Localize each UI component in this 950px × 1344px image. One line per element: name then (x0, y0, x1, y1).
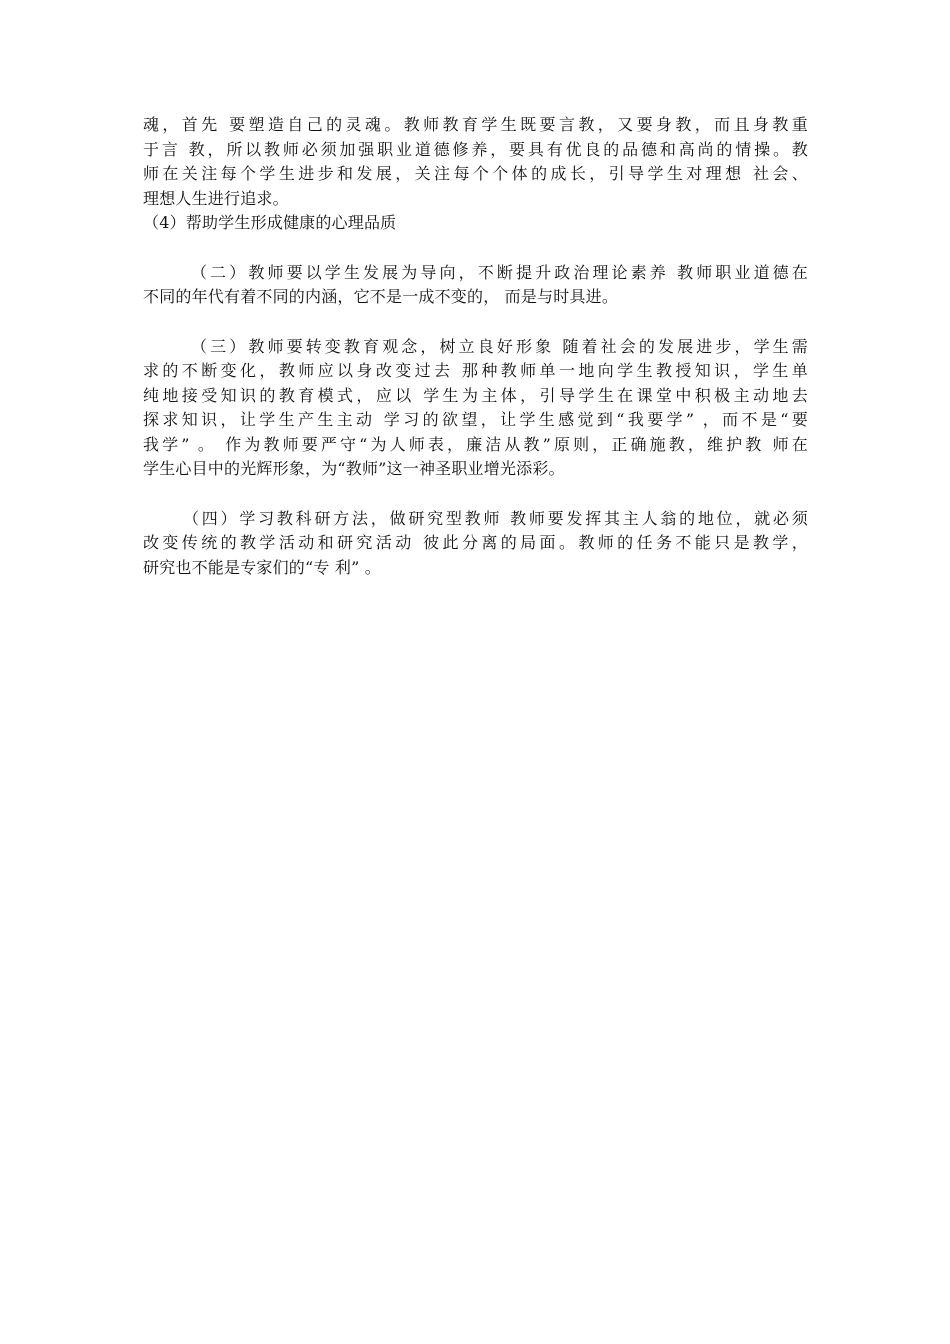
text-line: 于言 教，所以教师必须加强职业道德修养，要具有优良的品德和高尚的情操。教 (143, 139, 808, 159)
section-2-paragraph (143, 261, 808, 310)
text-line: 求的不断变化，教师应以身改变过去 那种教师单一地向学生教授知识，学生单 (143, 361, 808, 380)
section-4-paragraph (143, 507, 808, 581)
text-line: 改变传统的教学活动和研究活动 彼此分离的局面。教师的任务不能只是教学， (143, 533, 808, 552)
text-line: 魂，首先 要塑造自己的灵魂。教师教育学生既要言教，又要身教，而且身教重 (143, 115, 808, 134)
document-body (143, 113, 808, 580)
text-line: 学生心目中的光辉形象，为“教师”这一神圣职业增光添彩。 (143, 459, 565, 478)
text-line: 纯地接受知识的教育模式，应以 学生为主体，引导学生在课堂中积极主动地去 (143, 385, 808, 405)
text-line: （四）学习教科研方法，做研究型教师 教师要发挥其主人翁的地位，就必须 (183, 508, 808, 528)
section-3-paragraph (143, 335, 808, 482)
list-item-4 (143, 211, 808, 236)
text-line: 不同的年代有着不同的内涵，它不是一成不变的， 而是与时具进。 (143, 287, 619, 306)
text-line: 师在关注每个学生进步和发展，关注每个个体的成长，引导学生对理想 社会、 (143, 164, 808, 183)
list-item-4-text: （4）帮助学生形成健康的心理品质 (143, 213, 397, 232)
paragraph-teacher-soul (143, 113, 808, 211)
text-line: 我学” 。 作为教师要严守“为人师表，廉洁从教”原则，正确施教，维护教 师在 (143, 434, 808, 454)
text-line: （二）教师要以学生发展为导向，不断提升政治理论素养 教师职业道德在 (191, 262, 808, 282)
text-line: 研究也不能是专家们的“专 利” 。 (143, 557, 381, 577)
paragraph-gap (143, 236, 808, 261)
text-line: 理想人生进行追求。 (143, 188, 289, 208)
text-line: 探求知识，让学生产生主动 学习的欲望，让学生感觉到“我要学” ，而不是“要 (143, 410, 808, 429)
text-line: （三）教师要转变教育观念，树立良好形象 随着社会的发展进步，学生需 (191, 336, 808, 356)
paragraph-gap (143, 482, 808, 507)
paragraph-gap (143, 310, 808, 335)
